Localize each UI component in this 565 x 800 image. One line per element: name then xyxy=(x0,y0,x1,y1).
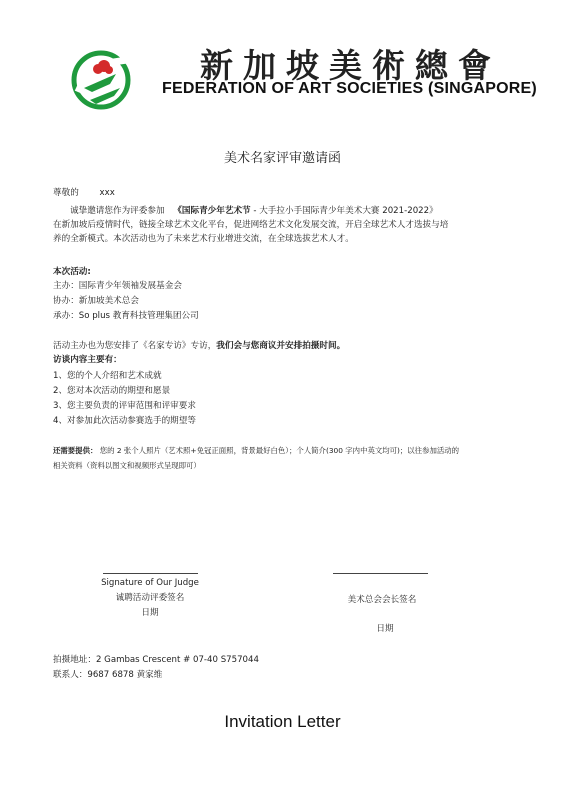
intro-line-2: 在新加坡后疫情时代，链接全球艺术文化平台，促进网络艺术文化发展交流，开启全球艺术人才选拔与培 xyxy=(53,220,449,230)
salutation-name: xxx xyxy=(99,188,115,198)
organizer-co: 协办：新加坡美术总会 xyxy=(53,296,139,306)
judge-signature-caption-cn: 诚聘活动评委签名 xyxy=(115,593,185,603)
organization-name-chinese: 新加坡美術總會 xyxy=(200,46,501,85)
organizer-undertaker: 承办：So plus 教育科技管理集团公司 xyxy=(53,311,199,321)
salutation xyxy=(53,187,115,200)
intro-prefix: 诚挚邀请您作为评委参加 xyxy=(70,206,165,216)
president-date-label: 日期 xyxy=(376,624,394,634)
contact-person: 联系人：9687 6878 黄家维 xyxy=(53,670,163,680)
organizer-host: 主办：国际青少年领袖发展基金会 xyxy=(53,281,182,291)
interview-item: 1、您的个人介绍和艺术成就 xyxy=(53,371,162,381)
interview-note-prefix: 活动主办也为您安排了《名家专访》专访， xyxy=(53,341,217,351)
interview-note xyxy=(53,340,345,353)
intro-line-3: 养的全新模式。本次活动也为了未来艺术行业增进交流，在全球选拔艺术人才。 xyxy=(53,234,354,244)
president-signature-caption: 美术总会会长签名 xyxy=(347,595,417,605)
invitation-letter-caption: Invitation Letter xyxy=(224,712,341,731)
materials-line-1 xyxy=(53,445,459,457)
judge-date-label: 日期 xyxy=(141,608,159,618)
materials-label: 还需要提供： xyxy=(53,446,98,455)
intro-line-1 xyxy=(70,205,438,218)
materials-line-2: 相关资料（资料以图文和视频形式呈现即可） xyxy=(53,461,201,470)
interview-item: 4、对参加此次活动参赛选手的期望等 xyxy=(53,416,196,426)
federation-logo-icon xyxy=(70,44,132,114)
salutation-label: 尊敬的 xyxy=(53,188,79,198)
interview-item: 2、您对本次活动的期望和愿景 xyxy=(53,386,171,396)
judge-signature-caption-en: Signature of Our Judge xyxy=(101,578,199,588)
shooting-address: 拍摄地址：2 Gambas Crescent # 07-40 S757044 xyxy=(53,655,259,665)
materials-text-1: 您的 2 张个人照片（艺术照+免冠正面照，背景最好白色）；个人简介(300 字内中英文均可)；以往参加活动的 xyxy=(99,446,460,455)
organization-name-english: FEDERATION OF ART SOCIETIES (SINGAPORE) xyxy=(162,80,537,97)
interview-item: 3、您主要负责的评审范围和评审要求 xyxy=(53,401,196,411)
interview-note-bold: 我们会与您商议并安排拍摄时间。 xyxy=(216,341,346,351)
intro-event: 《国际青少年艺术节 xyxy=(173,206,251,216)
president-signature-line xyxy=(333,573,428,574)
intro-event-rest: - 大手拉小手国际青少年美术大赛 2021-2022》 xyxy=(250,206,438,216)
judge-signature-line xyxy=(103,573,198,574)
letter-title: 美术名家评审邀请函 xyxy=(223,151,341,166)
interview-heading: 访谈内容主要有： xyxy=(53,355,122,365)
organizers-heading: 本次活动: xyxy=(53,267,91,277)
